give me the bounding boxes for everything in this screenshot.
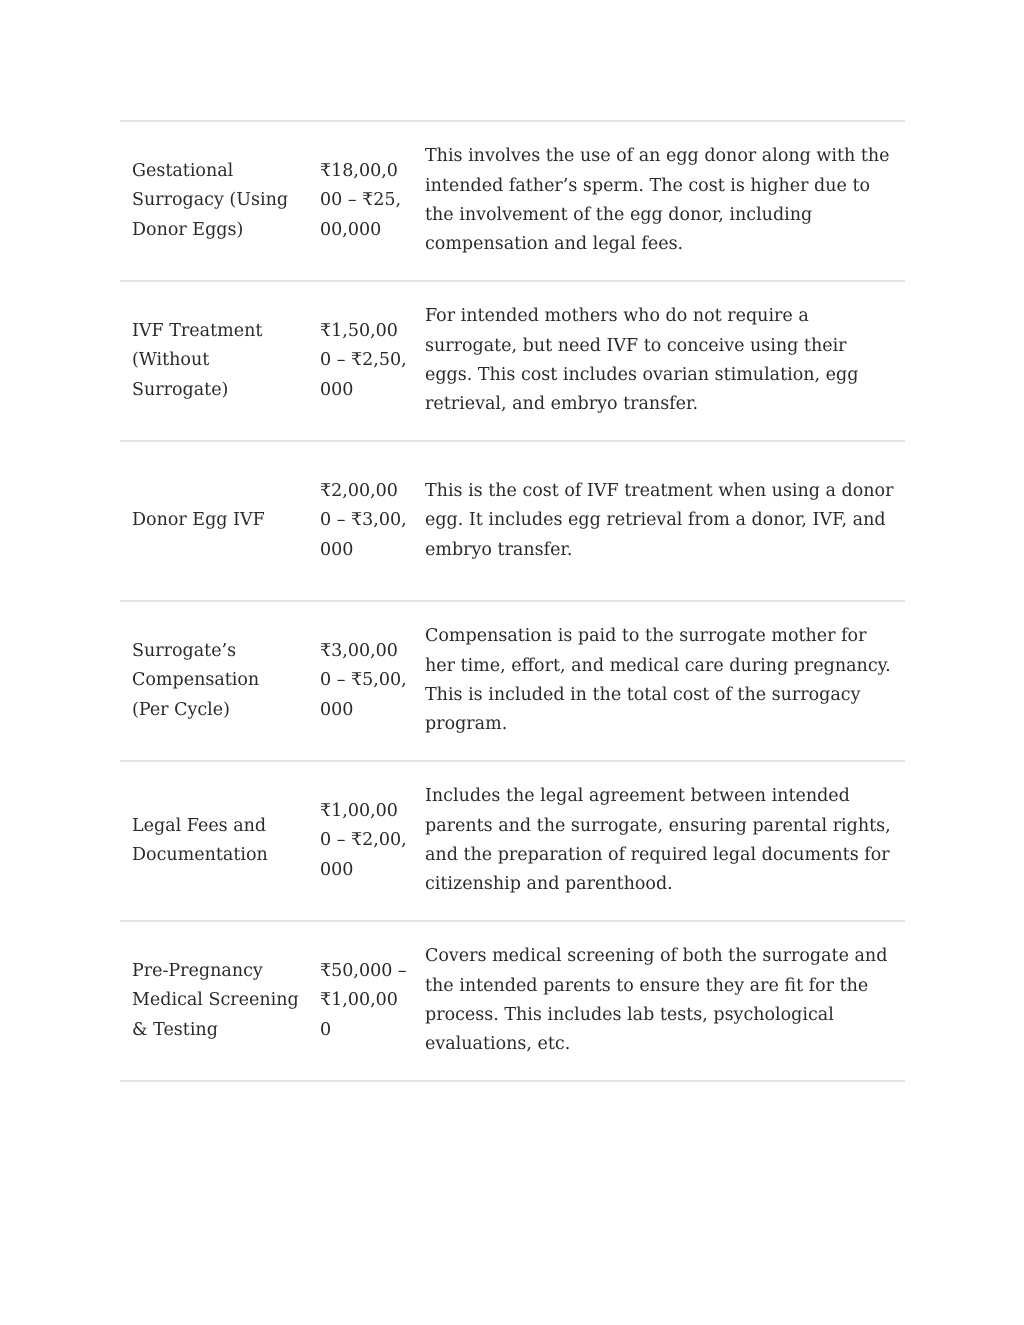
service-name: Gestational Surrogacy (Using Donor Eggs) [132,161,289,240]
cost-description: This is the cost of IVF treatment when using a donor egg. It includes egg retrieval from a donor, IVF, and embryo transfer. [425,481,894,560]
table-row [120,442,905,602]
service-name: Donor Egg IVF [132,510,265,531]
table-row [120,602,905,762]
table-row [120,922,905,1082]
table-row [120,282,905,442]
cost-range: ₹1,00,000 – ₹2,00,000 [320,801,407,880]
cost-range: ₹50,000 – ₹1,00,000 [320,961,407,1040]
cost-description: Compensation is paid to the surrogate mother for her time, effort, and medical care during pregnancy. This is included in the total cost of the surrogacy program. [425,626,891,735]
table-row [120,762,905,922]
cost-description: This involves the use of an egg donor along with the intended father’s sperm. The cost is higher due to the involvement of the egg donor, including compensation and legal fees. [425,146,890,255]
cost-range: ₹3,00,000 – ₹5,00,000 [320,641,407,720]
table-row [120,122,905,282]
service-name: Legal Fees and Documentation [132,815,268,865]
service-name: IVF Treatment (Without Surrogate) [132,321,263,400]
cost-description: Covers medical screening of both the surrogate and the intended parents to ensure they are fit for the process. This includes lab tests, psychological evaluations, etc. [425,946,888,1055]
cost-range: ₹18,00,000 – ₹25,00,000 [320,161,402,240]
cost-description: Includes the legal agreement between intended parents and the surrogate, ensuring parental rights, and the preparation of required legal documents for citizenship and parenthood. [425,786,891,895]
cost-description: For intended mothers who do not require a surrogate, but need IVF to conceive using their eggs. This cost includes ovarian stimulation, egg retrieval, and embryo transfer. [425,306,859,415]
service-name: Pre-Pregnancy Medical Screening & Testing [132,961,299,1040]
cost-range: ₹2,00,000 – ₹3,00,000 [320,481,407,560]
surrogacy-cost-table [120,120,905,1082]
service-name: Surrogate’s Compensation (Per Cycle) [132,641,260,720]
cost-range: ₹1,50,000 – ₹2,50,000 [320,321,407,400]
